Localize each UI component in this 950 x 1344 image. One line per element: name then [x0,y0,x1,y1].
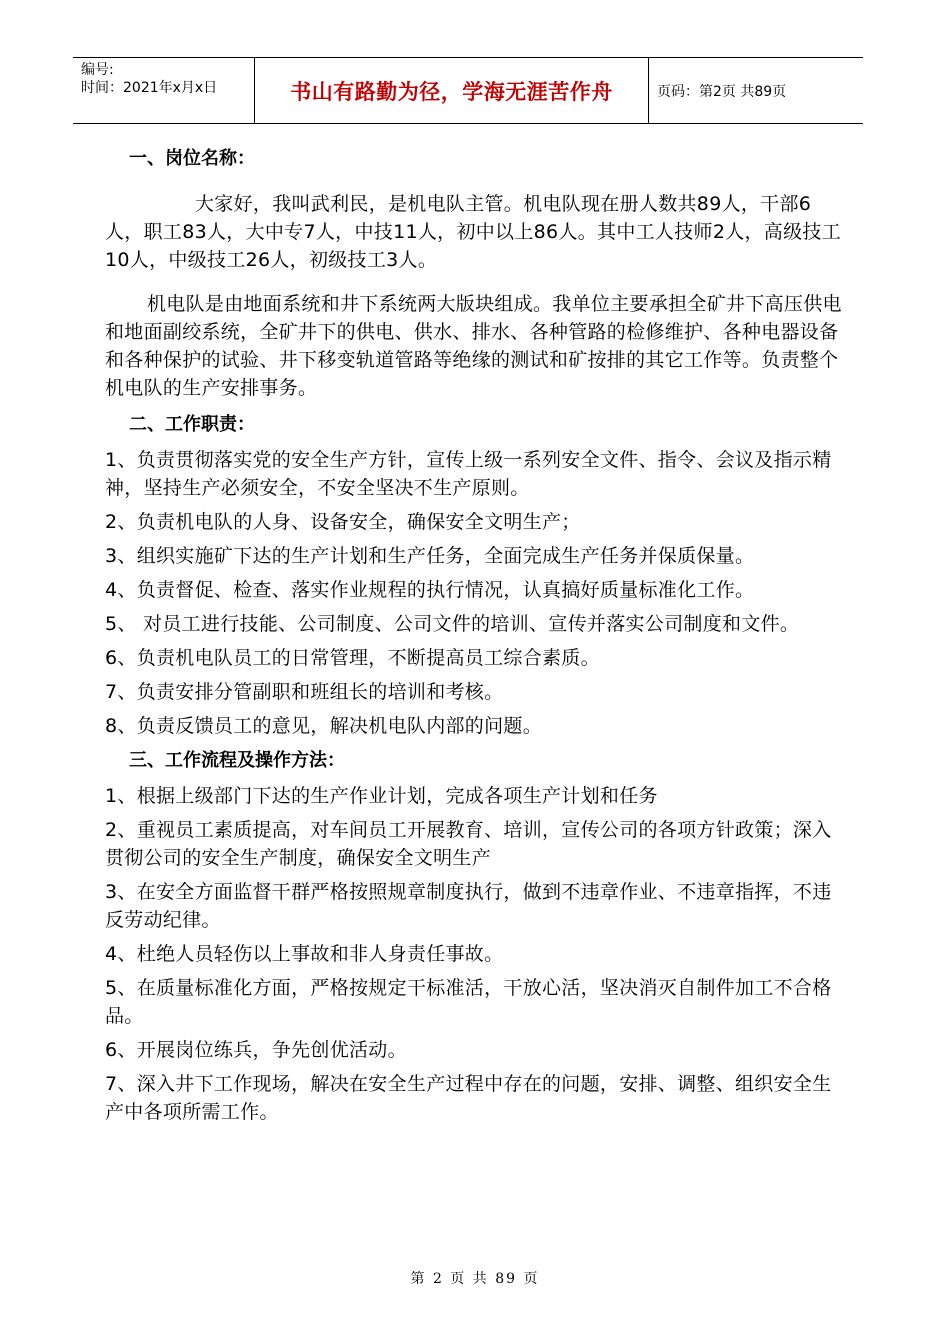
list-item: 1、根据上级部门下达的生产作业计划，完成各项生产计划和任务 [105,785,658,807]
list-item: 2、负责机电队的人身、设备安全，确保安全文明生产； [105,511,581,533]
list-item: 3、在安全方面监督干群严格按照规章制度执行，做到不违章作业、不违章指挥，不违反劳动纪律。 [105,881,832,931]
list-item: 5、 对员工进行技能、公司制度、公司文件的培训、宣传并落实公司制度和文件。 [105,613,800,635]
list-item: 6、开展岗位练兵，争先创优活动。 [105,1039,407,1061]
list-item: 6、负责机电队员工的日常管理，不断提高员工综合素质。 [105,647,600,669]
header-motto: 书山有路勤为径，学海无涯苦作舟 [255,58,649,123]
header-meta [73,58,255,123]
time-label: 时间：2021年x月x日 [81,80,218,96]
list-item: 5、在质量标准化方面，严格按规定干标准活，干放心活，坚决消灭自制件加工不合格品。 [105,977,832,1027]
list-item: 1、负责贯彻落实党的安全生产方针，宣传上级一系列安全文件、指令、会议及指示精神，坚持生产必须安全，不安全坚决不生产原则。 [105,449,832,499]
list-item: 4、杜绝人员轻伤以上事故和非人身责任事故。 [105,943,504,965]
list-item: 8、负责反馈员工的意见，解决机电队内部的问题。 [105,715,542,737]
list-item: 2、重视员工素质提高，对车间员工开展教育、培训，宣传公司的各项方针政策；深入贯彻公司的安全生产制度，确保安全文明生产 [105,819,832,869]
document-body [105,140,845,1126]
list-item: 4、负责督促、检查、落实作业规程的执行情况，认真搞好质量标准化工作。 [105,579,755,601]
section-heading-2: 二、工作职责： [129,414,255,435]
duties-list [105,446,845,740]
section-heading-3: 三、工作流程及操作方法： [129,750,345,771]
intro-paragraph: 大家好，我叫武利民，是机电队主管。机电队现在册人数共89人，干部6人，职工83人，大中专7人，中技11人，初中以上86人。其中工人技师2人，高级技工10人，中级技工26人，初级技工3人。 [105,193,842,271]
section-heading-1: 一、岗位名称： [129,148,255,169]
list-item: 7、深入井下工作现场，解决在安全生产过程中存在的问题，安排、调整、组织安全生产中各项所需工作。 [105,1073,832,1123]
workflow-list [105,782,845,1126]
document-header [73,57,863,124]
header-page-info: 页码：第2页 共89页 [657,83,787,100]
list-item: 7、负责安排分管副职和班组长的培训和考核。 [105,681,504,703]
number-label: 编号: [81,62,114,78]
unit-description-paragraph: 机电队是由地面系统和井下系统两大版块组成。我单位主要承担全矿井下高压供电和地面副绞系统，全矿井下的供电、供水、排水、各种管路的检修维护、各种电器设备和各种保护的试验、井下移变轨道管路等绝缘的测试和矿按排的其它工作等。负责整个机电队的生产安排事务。 [105,293,842,399]
page-footer: 第 2 页 共 89 页 [410,1271,540,1287]
list-item: 3、组织实施矿下达的生产计划和生产任务，全面完成生产任务并保质保量。 [105,545,755,567]
